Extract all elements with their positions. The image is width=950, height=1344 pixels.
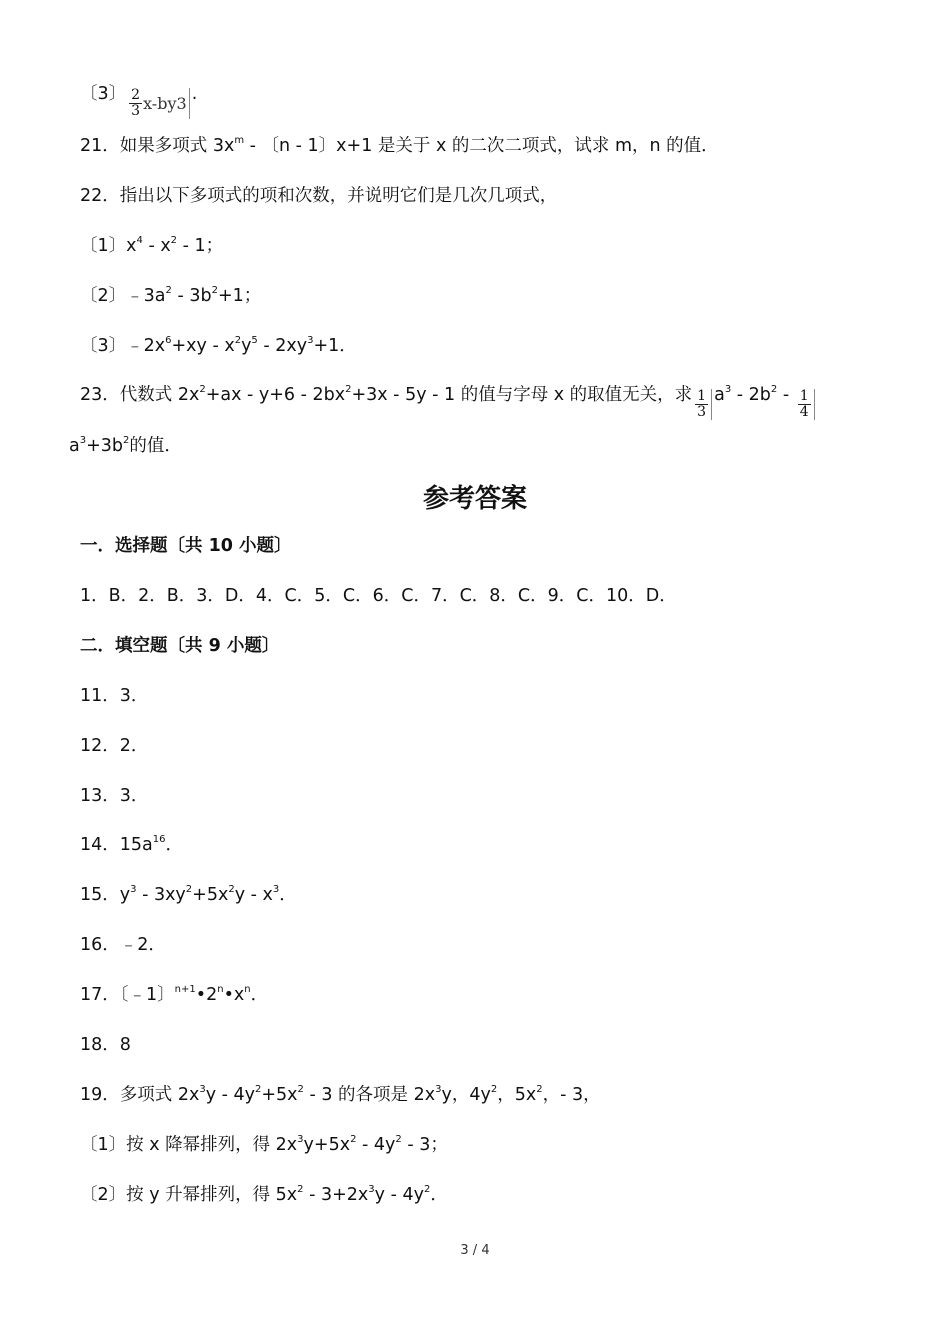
text-segment: 10	[208, 536, 233, 556]
text-segment: - 2b	[731, 385, 771, 405]
text-segment: ．	[430, 1185, 448, 1205]
text-segment: - 3+2x	[303, 1185, 369, 1205]
text-segment: ．	[165, 835, 183, 855]
text-segment: a	[69, 436, 80, 456]
text-segment: 〔3〕﹣2x	[80, 336, 166, 356]
answer-11: 11．3．	[80, 686, 149, 706]
superscript: 2	[165, 285, 172, 296]
superscript: 2	[123, 435, 130, 446]
answers-title: 参考答案	[422, 484, 527, 514]
superscript: 3	[297, 1134, 304, 1145]
superscript: 2	[297, 1184, 304, 1195]
question-23-continued	[69, 434, 182, 458]
answer-17	[80, 983, 268, 1007]
answer-12: 12．2．	[80, 736, 149, 756]
section-1-heading	[80, 534, 292, 558]
text-segment: x-by	[143, 93, 177, 113]
superscript: n	[244, 984, 251, 995]
superscript: 2	[199, 384, 206, 395]
superscript: 2	[255, 1084, 262, 1095]
superscript: 2	[423, 1184, 431, 1195]
text-segment: +5x	[192, 885, 229, 905]
superscript: 2	[536, 1084, 543, 1095]
text-segment: 〔2〕按 y 升幂排列，得 5x	[80, 1185, 298, 1205]
text-segment: y，4y	[441, 1085, 491, 1105]
superscript: 16	[152, 834, 166, 845]
text-segment: - 3；	[401, 1135, 448, 1155]
question-23	[80, 383, 817, 420]
superscript: 2	[345, 384, 352, 395]
text-segment: 4	[799, 404, 809, 420]
superscript: 4	[136, 235, 143, 246]
fraction-one-third	[694, 389, 712, 420]
question-22	[80, 184, 557, 208]
text-segment: ，- 3，	[542, 1085, 601, 1105]
superscript: 2	[234, 335, 242, 346]
superscript: m	[234, 135, 245, 146]
text-segment: - 4y	[356, 1135, 396, 1155]
text-segment: .	[191, 84, 198, 104]
text-segment: 〔1〕x	[80, 236, 137, 256]
superscript: 2	[185, 884, 193, 895]
superscript: n+1	[174, 984, 196, 995]
text-segment: +3b	[86, 436, 124, 456]
answer-19-part1	[80, 1133, 448, 1157]
answer-19	[80, 1083, 601, 1107]
multiple-choice-answers: 1．B．2．B．3．D．4．C．5．C．6．C．7．C．8．C．9．C．10．D．	[80, 586, 677, 606]
text-segment: 2	[131, 87, 141, 103]
text-segment: +1．	[313, 336, 357, 356]
superscript: 2	[770, 384, 778, 395]
superscript: 3	[199, 1084, 206, 1095]
text-segment: 23．代数式 2x	[80, 385, 200, 405]
question-22-part3	[80, 334, 357, 358]
text-segment: •2	[195, 985, 218, 1005]
text-segment: - x	[142, 236, 171, 256]
page-number: 3 / 4	[460, 1243, 490, 1258]
math-image: $\frac{2}{3}$ x-by 3	[128, 88, 190, 119]
text-segment: 1	[697, 388, 707, 404]
superscript: 3	[724, 384, 732, 395]
text-segment: 二．填空题〔共	[80, 636, 209, 656]
text-segment: 〔2〕﹣3a	[80, 286, 166, 306]
answer-18: 18．8	[80, 1035, 131, 1055]
superscript: 2	[350, 1134, 357, 1145]
text-segment: 1	[799, 388, 809, 404]
question-22-part1	[80, 234, 223, 258]
text-segment: ．	[250, 985, 269, 1005]
text-segment: 21．如果多项式 3x	[80, 136, 235, 156]
question-22-part2	[80, 284, 261, 308]
superscript: 6	[165, 335, 172, 346]
text-segment: - 3 的各项是 2x	[303, 1085, 436, 1105]
text-segment: +1；	[217, 286, 262, 306]
text-segment: +5x	[261, 1085, 298, 1105]
fraction	[129, 88, 142, 119]
text-segment: y+5x	[303, 1135, 351, 1155]
text-segment: - 1；	[177, 236, 224, 256]
text-segment: 小题〕	[232, 536, 292, 556]
text-segment: +3x - 5y - 1 的值与字母 x 的取值无关，求	[351, 385, 693, 405]
text-segment: a	[714, 385, 725, 405]
text-segment: 19．多项式 2x	[80, 1085, 200, 1105]
q20-part3	[80, 82, 197, 119]
section-2-heading	[80, 634, 279, 658]
superscript: 2	[395, 1134, 402, 1145]
text-segment: ．	[279, 885, 297, 905]
answer-13: 13．3．	[80, 786, 149, 806]
answer-14	[80, 833, 183, 857]
text-segment: y - 4y	[205, 1085, 255, 1105]
text-segment: - 3b	[171, 286, 212, 306]
answer-16: 16．﹣2．	[80, 935, 166, 955]
text-segment: +ax - y+6 - 2bx	[205, 385, 346, 405]
superscript: 3	[79, 435, 87, 446]
superscript: 2	[170, 235, 178, 246]
superscript: 2	[211, 285, 218, 296]
text-segment: y - x	[234, 885, 273, 905]
superscript: n	[217, 984, 224, 995]
text-segment: ，5x	[497, 1085, 537, 1105]
superscript: 5	[251, 335, 258, 346]
superscript: 3	[307, 335, 314, 346]
text-segment: 22．指出以下多项式的项和次数，并说明它们是几次几项式，	[80, 186, 558, 206]
superscript: 2	[490, 1084, 498, 1095]
text-segment: 9	[208, 636, 221, 656]
superscript: 3	[435, 1084, 442, 1095]
text-segment: 的值．	[129, 436, 182, 456]
text-segment: 小题〕	[220, 636, 280, 656]
answer-15	[80, 883, 297, 907]
superscript: 2	[297, 1084, 304, 1095]
text-segment: - 2xy	[257, 336, 308, 356]
text-segment: 15．y	[80, 885, 131, 905]
text-segment: -	[777, 385, 795, 405]
answer-19-part2	[80, 1183, 448, 1207]
superscript: 3	[272, 884, 280, 895]
fraction-one-fourth	[797, 389, 815, 420]
question-21	[80, 134, 719, 158]
superscript: 3	[368, 1184, 375, 1195]
text-segment: 〔1〕按 x 降幂排列，得 2x	[80, 1135, 298, 1155]
text-segment: 〔3〕	[80, 84, 127, 104]
text-segment: - 〔n - 1〕x+1 是关于 x 的二次二项式，试求 m，n 的值．	[244, 136, 719, 156]
text-segment: 一．选择题〔共	[80, 536, 209, 556]
text-segment: - 3xy	[136, 885, 186, 905]
text-segment: y - 4y	[374, 1185, 424, 1205]
superscript: 2	[228, 884, 235, 895]
text-segment: 3	[131, 103, 141, 119]
text-segment: 3	[697, 404, 707, 420]
text-segment: 14．15a	[80, 835, 153, 855]
text-segment: +xy - x	[171, 336, 235, 356]
superscript: 3	[130, 884, 137, 895]
text-segment: •x	[223, 985, 245, 1005]
text-segment: 17．〔﹣1〕	[80, 985, 175, 1005]
text-segment: y	[241, 336, 252, 356]
